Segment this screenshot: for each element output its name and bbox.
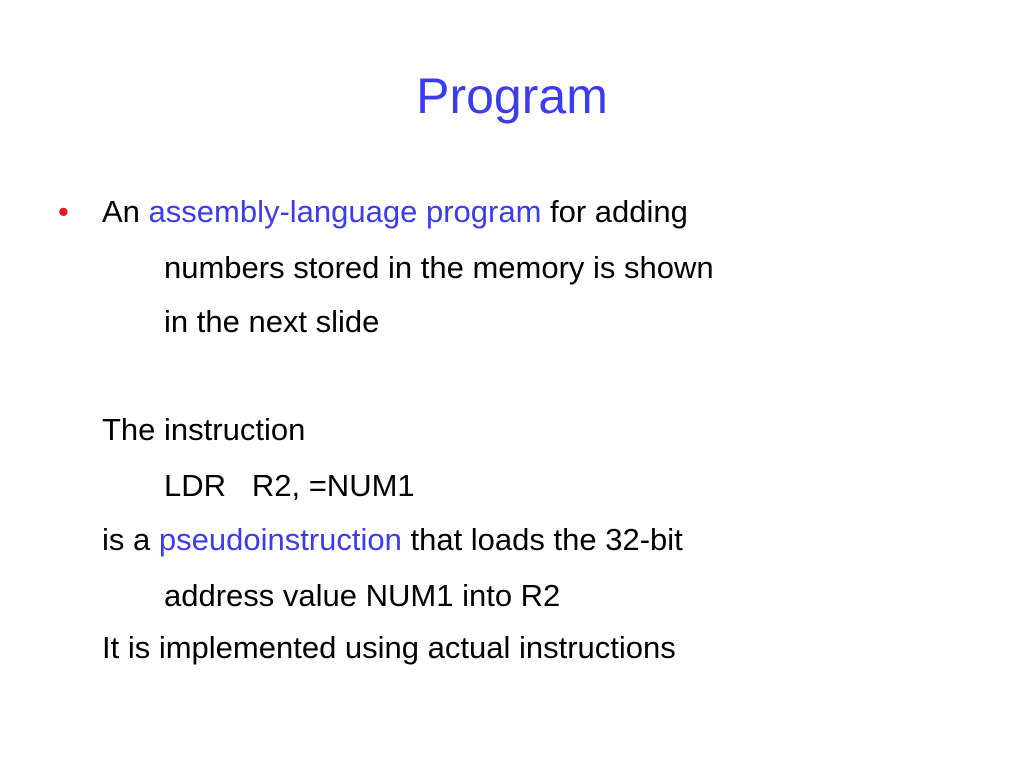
paragraph1-suffix: for adding — [541, 194, 688, 229]
paragraph1-line3: in the next slide — [164, 304, 380, 339]
paragraph2-line4: address value NUM1 into R2 — [164, 578, 561, 613]
paragraph2-line1: The instruction — [102, 412, 306, 447]
paragraph2-suffix: that loads the 32-bit — [401, 522, 683, 557]
assembly-language-program-term: assembly-language program — [148, 194, 542, 229]
paragraph1-line1 — [102, 192, 688, 232]
paragraph1-prefix: An — [102, 194, 149, 229]
paragraph2-line3 — [102, 520, 683, 560]
slide-title: Program — [416, 68, 608, 124]
paragraph1-line2: numbers stored in the memory is shown — [164, 250, 714, 285]
instruction-code: LDR R2, =NUM1 — [164, 468, 415, 503]
bullet-icon: • — [58, 194, 69, 229]
paragraph2-prefix: is a — [102, 522, 159, 557]
pseudoinstruction-term: pseudoinstruction — [158, 522, 402, 557]
paragraph2-line5: It is implemented using actual instructions — [102, 630, 676, 665]
